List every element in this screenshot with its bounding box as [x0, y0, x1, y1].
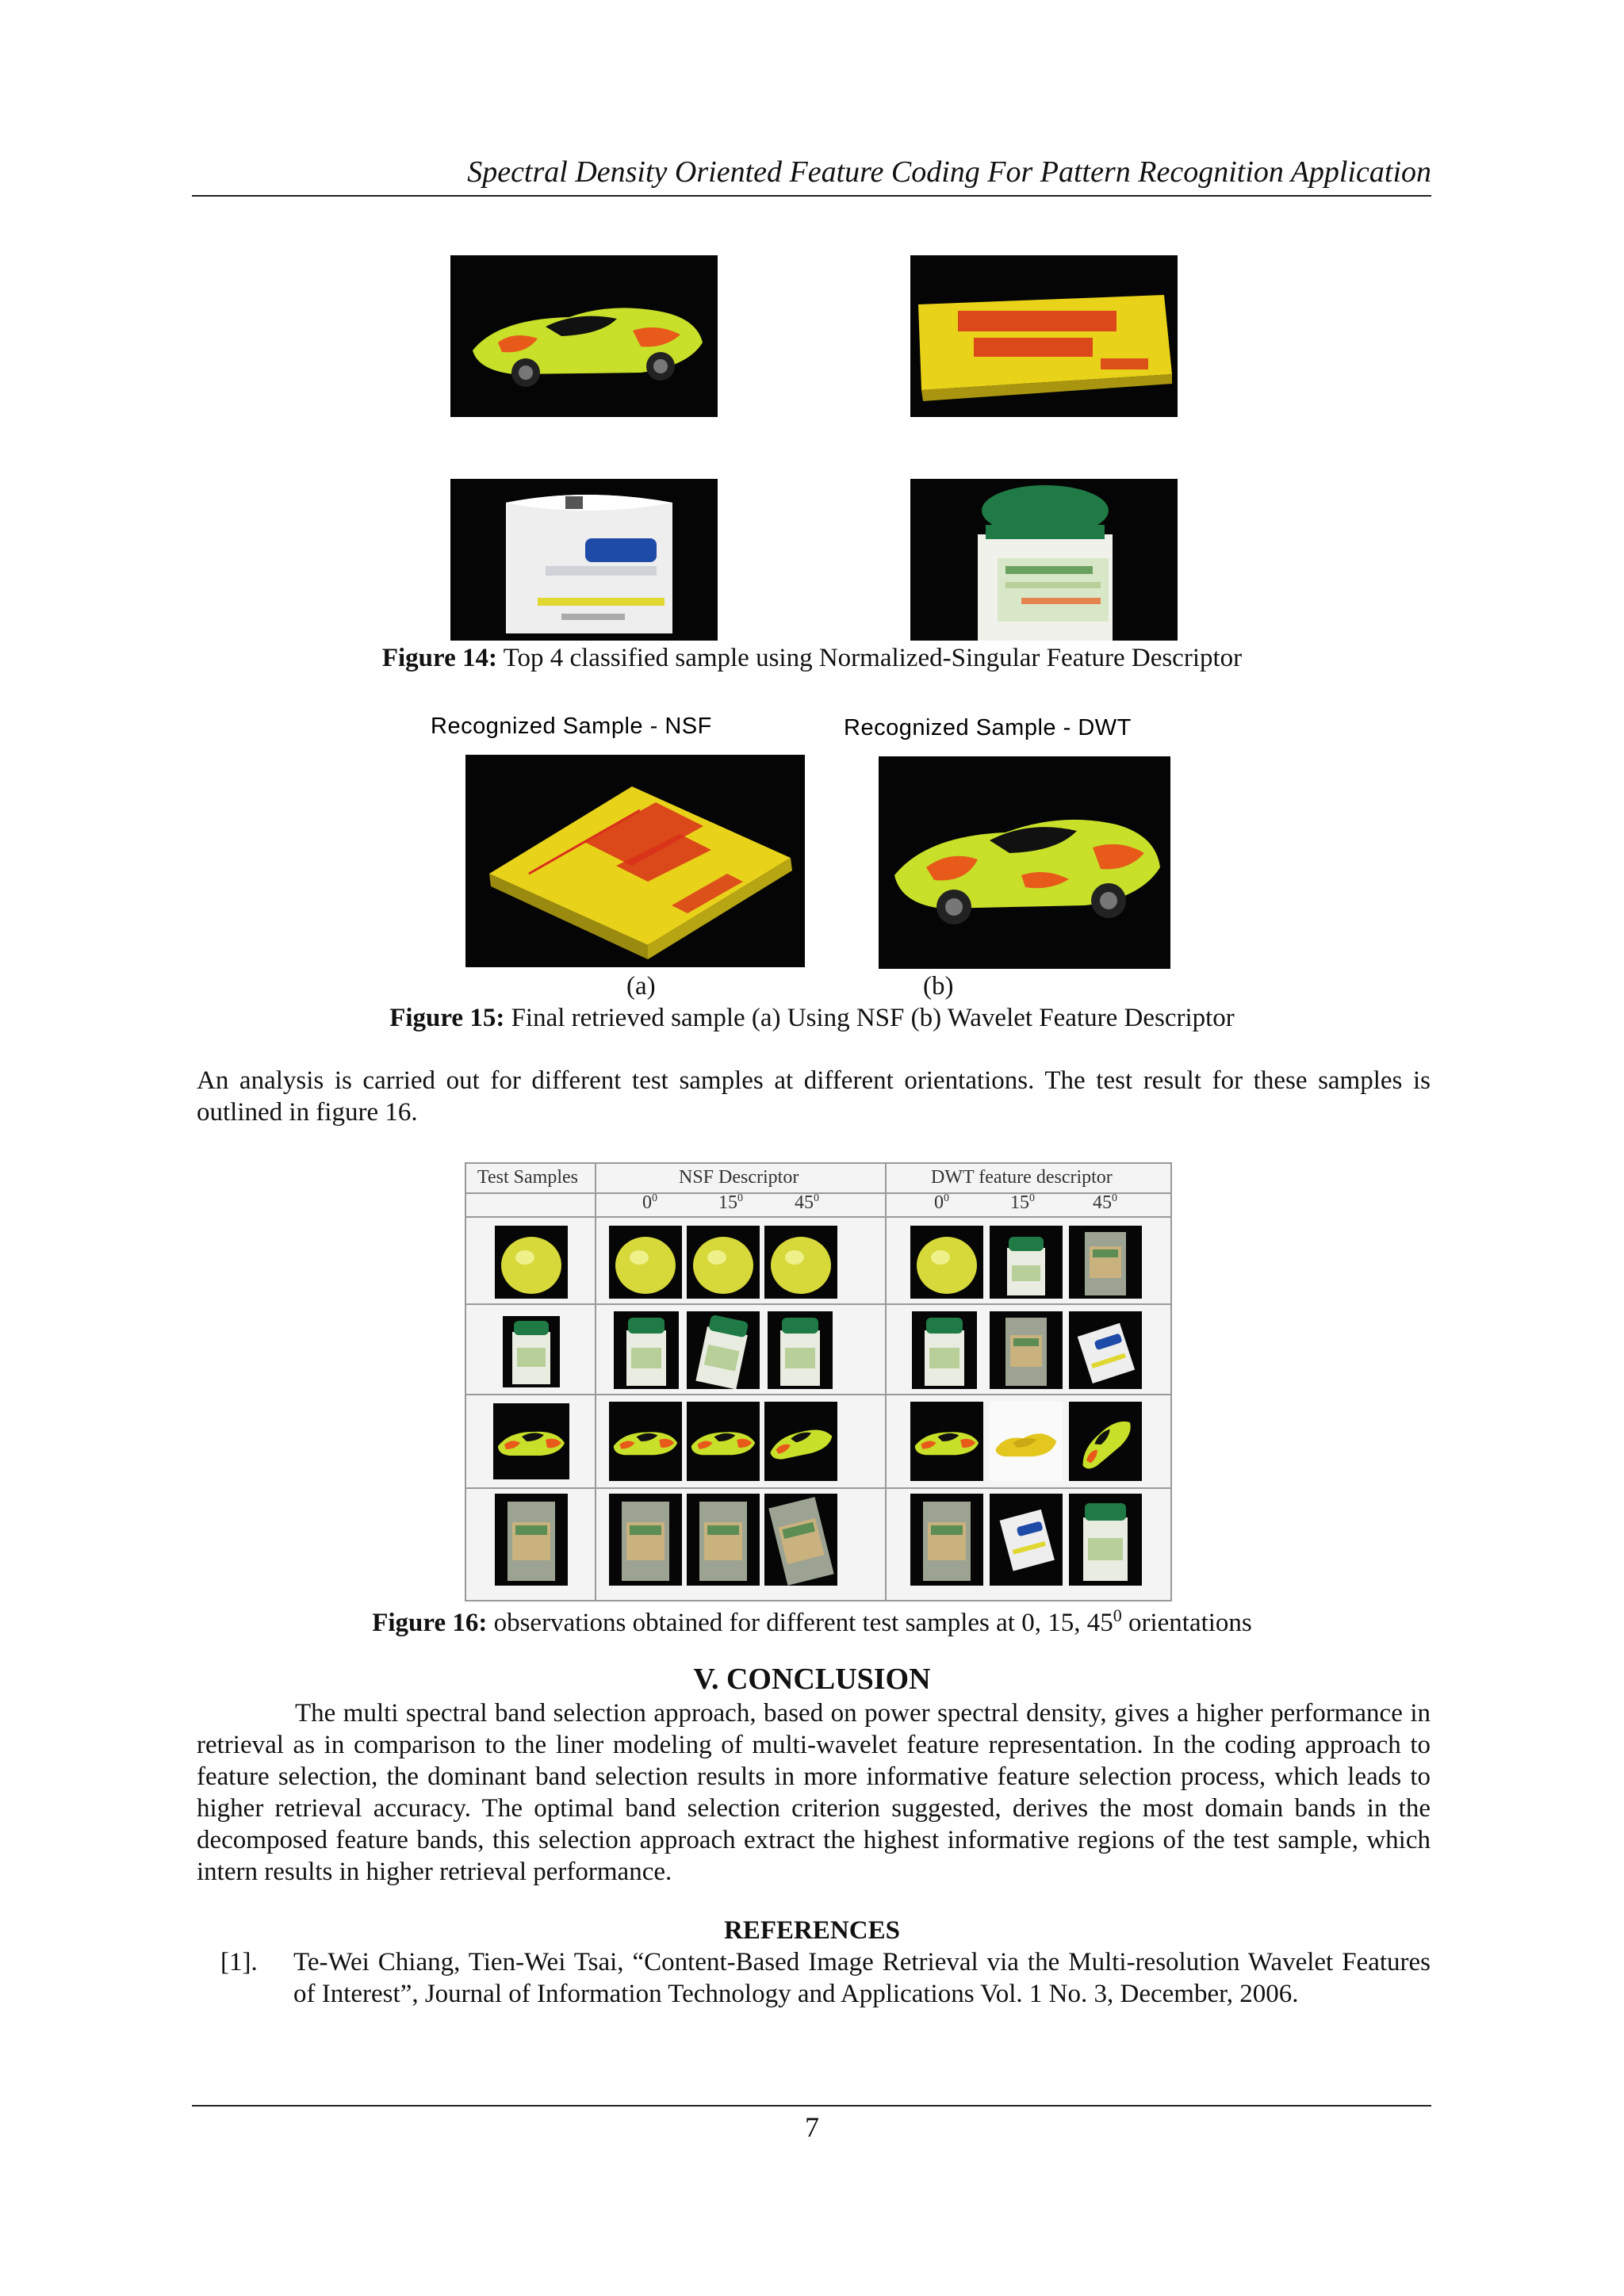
- page-number: 7: [805, 2111, 819, 2143]
- figure15-title-nsf: Recognized Sample - NSF: [431, 714, 712, 739]
- conclusion-paragraph: The multi spectral band selection approach, based on power spectral density, gives a higher performance in retrieval as in comparison to the liner modeling of multi-wavelet feature representation. In the coding approach to feature selection, the dominant band selection results in more informative feature selection process, which leads to higher retrieval accuracy. The optimal band selection criterion suggested, derives the most domain bands in the decomposed feature bands, this selection approach extract the highest informative regions of the test sample, which intern results in higher retrieval performance.: [197, 1699, 1431, 1886]
- figure16-text: observations obtained for different test samples at 0, 15, 45: [487, 1609, 1113, 1637]
- cell-canister-dwt-15: [990, 1494, 1063, 1586]
- figure15-caption: [0, 1002, 1624, 1034]
- figure15-title-dwt: Recognized Sample - DWT: [844, 715, 1132, 740]
- angle-dwt-15: $15^0$: [1010, 1192, 1035, 1213]
- cell-lemon-dwt-45: [1069, 1226, 1142, 1299]
- angle-dwt-45: $45^0$: [1093, 1192, 1117, 1213]
- cell-lemon-nsf-15: [687, 1226, 760, 1299]
- cell-jar-dwt-45: [1069, 1311, 1142, 1389]
- figure15-sub-b: (b): [923, 972, 954, 1001]
- figure14-text: Top 4 classified sample using Normalized-Singular Feature Descriptor: [496, 644, 1243, 672]
- conclusion-title: V. CONCLUSION: [693, 1663, 931, 1696]
- cell-canister-nsf-45: [764, 1494, 837, 1586]
- cell-car-nsf-0: [609, 1402, 682, 1481]
- cell-jar-test: [503, 1316, 560, 1387]
- cell-canister-dwt-0: [910, 1494, 983, 1586]
- table-header-test-samples: Test Samples: [477, 1167, 578, 1188]
- angle-dwt-0: $0^0$: [934, 1192, 949, 1213]
- cell-jar-nsf-15: [687, 1311, 760, 1389]
- cell-jar-dwt-15: [990, 1311, 1063, 1389]
- cell-car-nsf-45: [764, 1402, 837, 1481]
- figure16-label: Figure 16:: [372, 1609, 488, 1637]
- figure14-image-car: [450, 255, 718, 417]
- reference-number: [1].: [220, 1948, 258, 1976]
- table-header-nsf: NSF Descriptor: [679, 1167, 799, 1188]
- reference-text: Te-Wei Chiang, Tien-Wei Tsai, “Content-Based Image Retrieval via the Multi-resolution Wavelet Features of Interest”, Journal of Information Technology and Applications Vol. 1 No. 3, December, 2006.: [293, 1948, 1431, 2008]
- angle-nsf-0: $0^0$: [642, 1192, 657, 1213]
- cell-lemon-dwt-15: [990, 1226, 1063, 1299]
- cell-lemon-dwt-0: [910, 1226, 983, 1299]
- figure16-superscript: 0: [1113, 1605, 1122, 1625]
- cell-lemon-test: [495, 1226, 568, 1299]
- figure14-label: Figure 14:: [381, 644, 497, 672]
- cell-jar-nsf-0: [614, 1311, 679, 1389]
- angle-nsf-45: $45^0$: [795, 1192, 819, 1213]
- cell-lemon-nsf-0: [609, 1226, 682, 1299]
- cell-car-nsf-15: [687, 1402, 760, 1481]
- figure15-text: Final retrieved sample (a) Using NSF (b) Wavelet Feature Descriptor: [504, 1004, 1235, 1032]
- angle-nsf-15: $15^0$: [718, 1192, 743, 1213]
- figure16-caption: [0, 1600, 1624, 1639]
- figure15-sub-a: (a): [626, 972, 656, 1001]
- cell-car-dwt-45: [1069, 1402, 1142, 1481]
- cell-car-dwt-15: [990, 1402, 1063, 1481]
- cell-lemon-nsf-45: [764, 1226, 837, 1299]
- figure16-table: [465, 1162, 1172, 1601]
- cell-jar-nsf-45: [768, 1311, 833, 1389]
- table-header-dwt: DWT feature descriptor: [931, 1167, 1113, 1188]
- figure15-image-nsf: [465, 755, 805, 967]
- cell-jar-dwt-0: [912, 1311, 977, 1389]
- cell-canister-dwt-45: [1069, 1494, 1142, 1586]
- figure14-image-floss: [450, 479, 718, 641]
- figure15-label: Figure 15:: [389, 1004, 505, 1032]
- cell-car-test: [493, 1403, 569, 1479]
- running-header: Spectral Density Oriented Feature Coding For Pattern Recognition Application: [192, 151, 1431, 197]
- references-title: REFERENCES: [724, 1916, 900, 1945]
- figure14-caption: [0, 642, 1624, 674]
- cell-canister-test: [495, 1494, 568, 1586]
- figure14-image-jar: [910, 479, 1178, 641]
- figure14-image-box: [910, 255, 1178, 417]
- analysis-paragraph: An analysis is carried out for different test samples at different orientations. The test result for these samples is outlined in figure 16.: [197, 1066, 1431, 1127]
- cell-canister-nsf-15: [687, 1494, 760, 1586]
- cell-car-dwt-0: [910, 1402, 983, 1481]
- footer-rule: [192, 2105, 1431, 2107]
- cell-canister-nsf-0: [609, 1494, 682, 1586]
- figure16-text-after: orientations: [1121, 1609, 1252, 1637]
- figure15-image-dwt: [879, 756, 1170, 969]
